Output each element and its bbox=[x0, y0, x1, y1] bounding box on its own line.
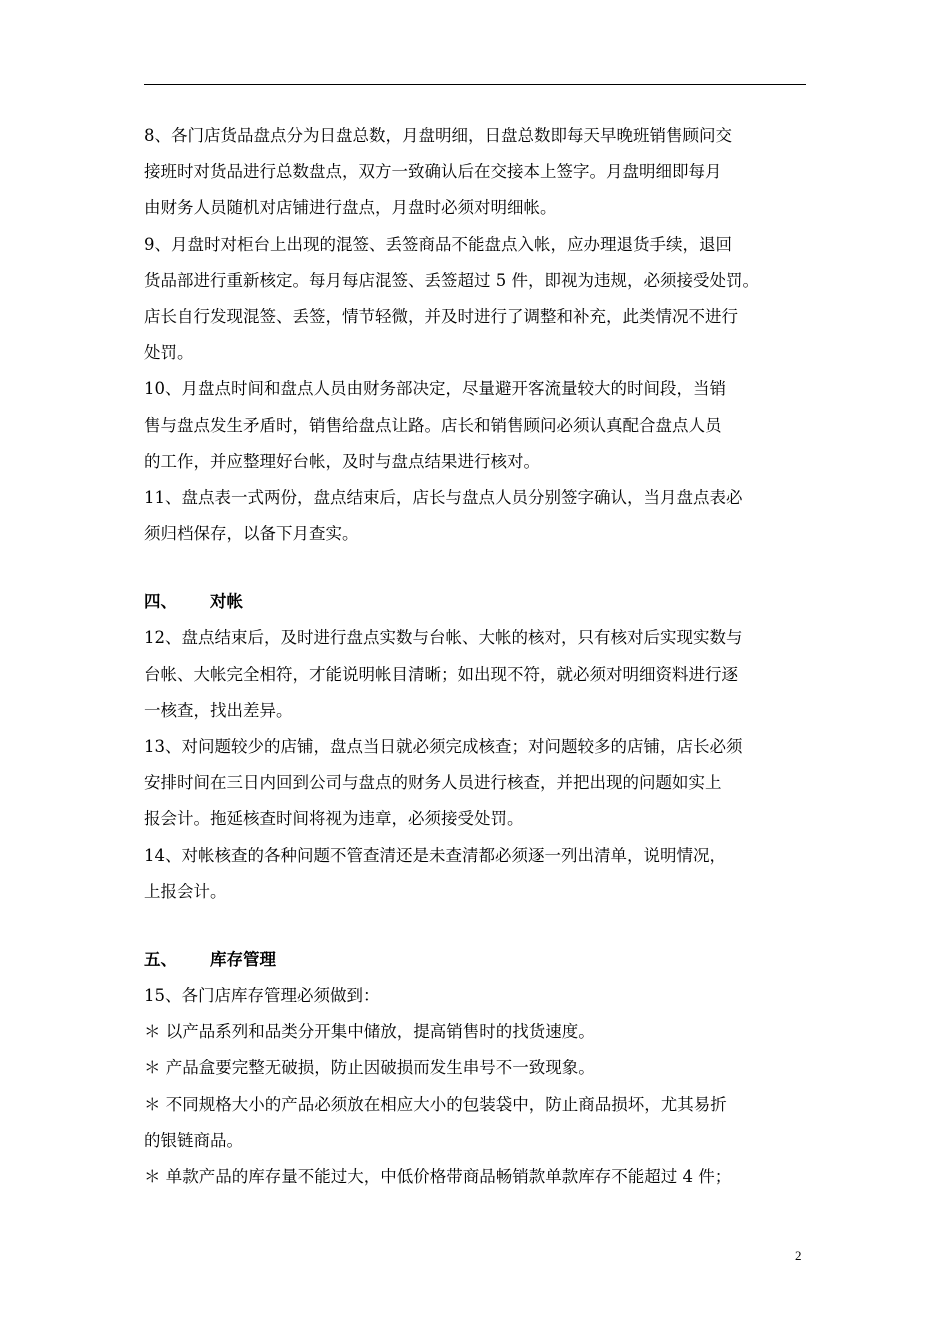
header-rule bbox=[144, 84, 806, 85]
section-title: 库存管理 bbox=[210, 950, 276, 970]
section-number: 五、 bbox=[144, 950, 177, 970]
section-reconciliation bbox=[144, 584, 810, 910]
section-gap bbox=[144, 910, 810, 942]
paragraph-8: 8、各门店货品盘点分为日盘总数，月盘明细，日盘总数即每天早晚班销售顾问交 接班时对货品进行总数盘点，双方一致确认后在交接本上签字。月盘明细即每月 由财务人员随机对店铺进行盘点，月盘时必须对明细帐。 bbox=[144, 126, 732, 218]
paragraph-12: 12、盘点结束后，及时进行盘点实数与台帐、大帐的核对，只有核对后实现实数与 台帐、大帐完全相符，才能说明帐目清晰；如出现不符，就必须对明细资料进行逐 一核查，找出差异。 bbox=[144, 628, 743, 720]
paragraph-10: 10、月盘点时间和盘点人员由财务部决定，尽量避开客流量较大的时间段，当销 售与盘点发生矛盾时，销售给盘点让路。店长和销售顾问必须认真配合盘点人员 的工作，并应整理好台帐，及时与盘点结果进行核对。 bbox=[144, 379, 726, 471]
bullet-item: ＊ 单款产品的库存量不能过大，中低价格带商品畅销款单款库存不能超过 4 件； bbox=[144, 1167, 732, 1187]
bullet-item: ＊ 不同规格大小的产品必须放在相应大小的包装袋中，防止商品损坏，尤其易折 的银链商品。 bbox=[144, 1094, 727, 1150]
section-heading-stock-management bbox=[144, 942, 810, 978]
section-gap bbox=[144, 552, 810, 584]
page-number: 2 bbox=[795, 1248, 802, 1263]
section-inventory-count bbox=[144, 118, 810, 552]
section-title: 对帐 bbox=[210, 592, 243, 612]
section-stock-management bbox=[144, 942, 810, 1195]
document-body bbox=[144, 118, 810, 1195]
section-heading-reconciliation bbox=[144, 584, 810, 620]
bullet-item: ＊ 以产品系列和品类分开集中储放，提高销售时的找货速度。 bbox=[144, 1022, 595, 1042]
bullet-item: ＊ 产品盒要完整无破损，防止因破损而发生串号不一致现象。 bbox=[144, 1058, 595, 1078]
paragraph-15: 15、各门店库存管理必须做到： bbox=[144, 986, 380, 1006]
paragraph-9: 9、月盘时对柜台上出现的混签、丢签商品不能盘点入帐，应办理退货手续，退回 货品部进行重新核定。每月每店混签、丢签超过 5 件，即视为违规，必须接受处罚。 店长自行发现混签、丢签，情节轻微，并及时进行了调整和补充，此类情况不进行 处罚。 bbox=[144, 234, 759, 363]
paragraph-11: 11、盘点表一式两份，盘点结束后，店长与盘点人员分别签字确认，当月盘点表必 须归档保存，以备下月查实。 bbox=[144, 488, 743, 544]
paragraph-14: 14、对帐核查的各种问题不管查清还是未查清都必须逐一列出清单，说明情况， 上报会计。 bbox=[144, 845, 726, 901]
section-number: 四、 bbox=[144, 592, 177, 612]
paragraph-13: 13、对问题较少的店铺，盘点当日就必须完成核查；对问题较多的店铺，店长必须 安排时间在三日内回到公司与盘点的财务人员进行核查，并把出现的问题如实上 报会计。拖延核查时间将视为违章，必须接受处罚。 bbox=[144, 737, 743, 829]
